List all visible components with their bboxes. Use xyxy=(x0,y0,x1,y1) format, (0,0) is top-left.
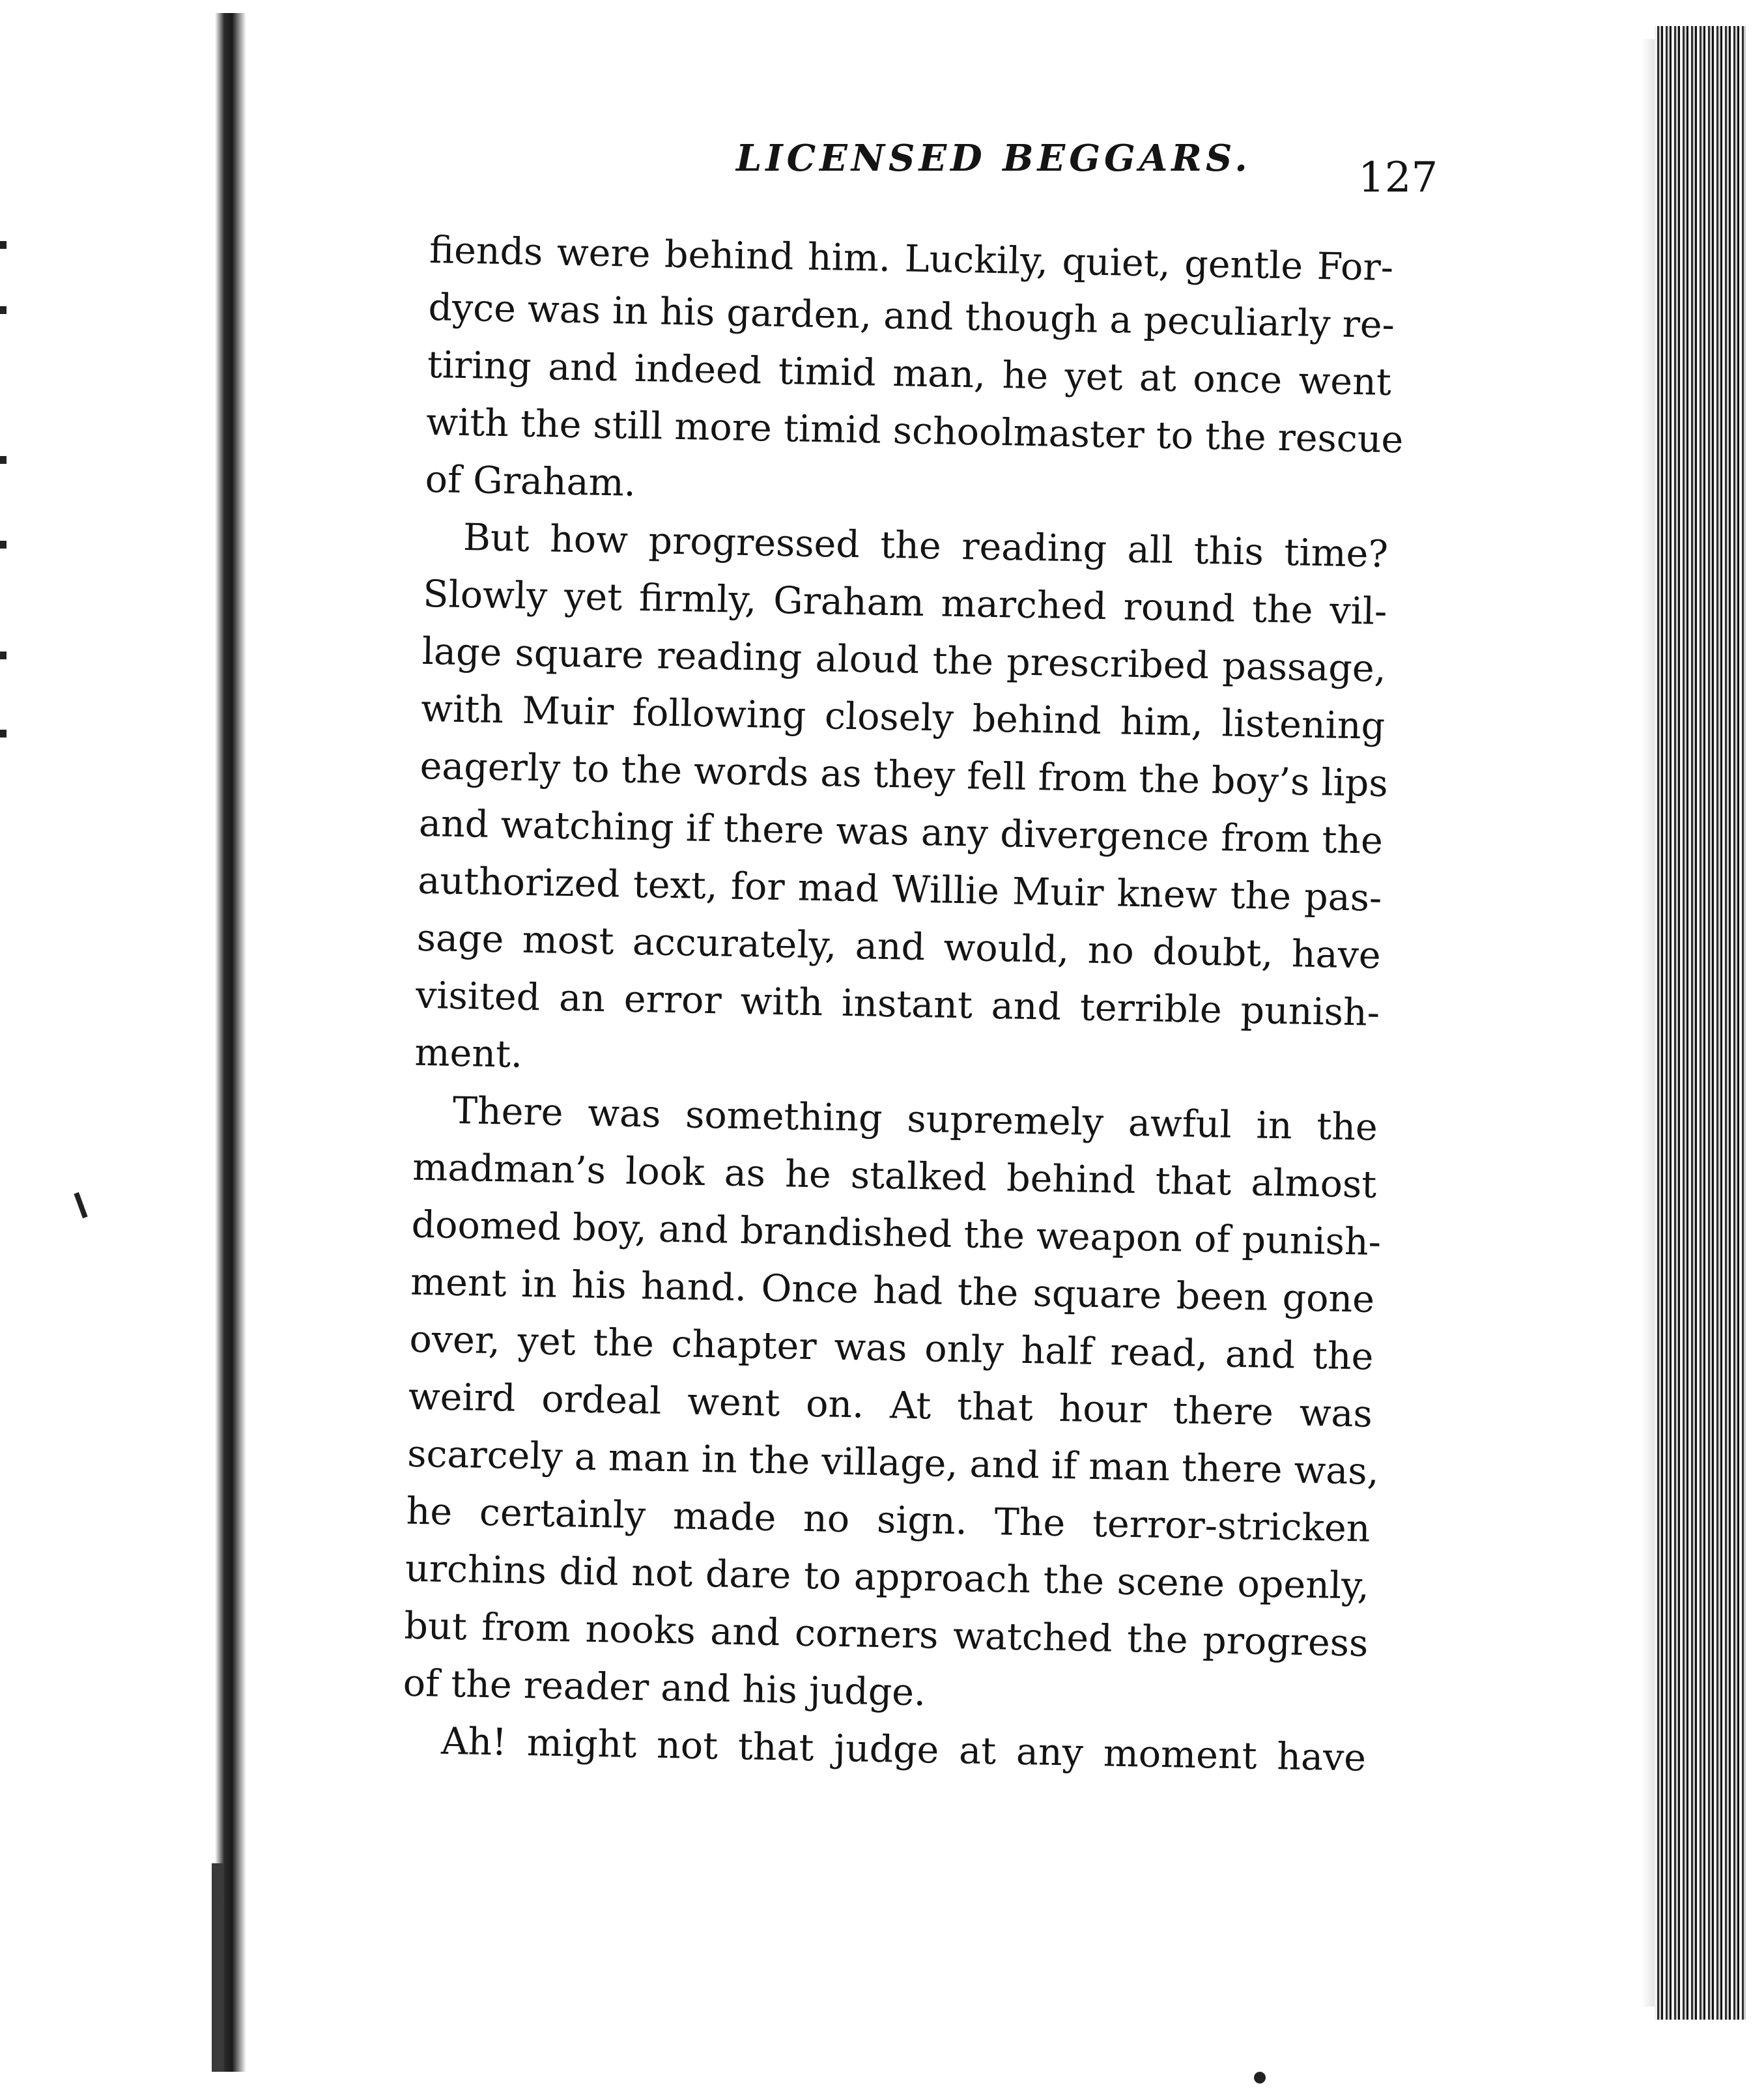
text-line: dyce was in his garden, and though a peculiarly re- xyxy=(427,285,1395,347)
text-line: of Graham. xyxy=(425,457,636,505)
text-line: authorized text, for mad Willie Muir knew the pas- xyxy=(417,859,1382,920)
text-line: But how progressed the reading all this time? xyxy=(462,516,1389,577)
text-line: Slowly yet firmly, Graham marched round the vil- xyxy=(422,572,1387,634)
text-line: but from nooks and corners watched the progress xyxy=(403,1604,1369,1665)
text-line: and watching if there was any divergence from the xyxy=(418,801,1384,863)
text-line: scarcely a man in the village, and if man there was, xyxy=(406,1432,1380,1494)
running-title: LICENSED BEGGARS. xyxy=(736,137,1251,180)
text-line: tiring and indeed timid man, he yet at once went xyxy=(427,343,1392,405)
left-page-mark xyxy=(74,1192,87,1218)
text-line: lage square reading aloud the prescribed passage, xyxy=(421,629,1387,691)
paragraph xyxy=(403,1081,1382,1730)
text-line: doomed boy, and brandished the weapon of punish- xyxy=(411,1203,1382,1265)
paragraph xyxy=(414,508,1389,1099)
text-line: madman’s look as he stalked behind that almost xyxy=(412,1145,1377,1207)
text-line: over, yet the chapter was only half read, and the xyxy=(408,1317,1374,1379)
left-page-mark xyxy=(0,306,7,314)
left-page-mark xyxy=(0,730,7,737)
text-line: visited an error with instant and terrible punish- xyxy=(415,973,1380,1035)
text-line: of the reader and his judge. xyxy=(403,1661,926,1715)
ink-spot xyxy=(1254,2072,1266,2083)
left-page-mark xyxy=(0,456,7,464)
text-line: Ah! might not that judge at any moment have xyxy=(440,1719,1367,1780)
page-number: 127 xyxy=(1358,154,1438,202)
body-text xyxy=(401,222,1404,1787)
text-line: with the still more timid schoolmaster to the rescue xyxy=(425,400,1404,462)
book-gutter xyxy=(215,13,246,2072)
text-line: fiends were behind him. Luckily, quiet, gentle For- xyxy=(429,228,1394,290)
left-page-mark xyxy=(0,651,7,659)
text-line: urchins did not dare to approach the scene openly, xyxy=(405,1547,1370,1608)
text-line: he certainly made no sign. The terror-stricken xyxy=(406,1489,1371,1551)
text-line: weird ordeal went on. At that hour there was xyxy=(408,1375,1373,1436)
text-line: ment. xyxy=(414,1031,523,1076)
text-line: sage most accurately, and would, no doubt, have xyxy=(416,916,1382,977)
text-line: with Muir following closely behind him, listening xyxy=(420,687,1386,748)
text-line: eagerly to the words as they fell from the boy’s lips xyxy=(420,744,1389,806)
paragraph xyxy=(425,222,1404,526)
left-page-mark xyxy=(0,541,7,549)
book-page-edges xyxy=(1655,26,1746,2020)
text-line: ment in his hand. Once had the square been gone xyxy=(410,1260,1375,1321)
text-line: There was something supremely awful in the xyxy=(452,1089,1378,1149)
gutter-shadow xyxy=(212,1863,223,2072)
running-head xyxy=(736,137,1427,195)
left-page-mark xyxy=(0,241,7,249)
